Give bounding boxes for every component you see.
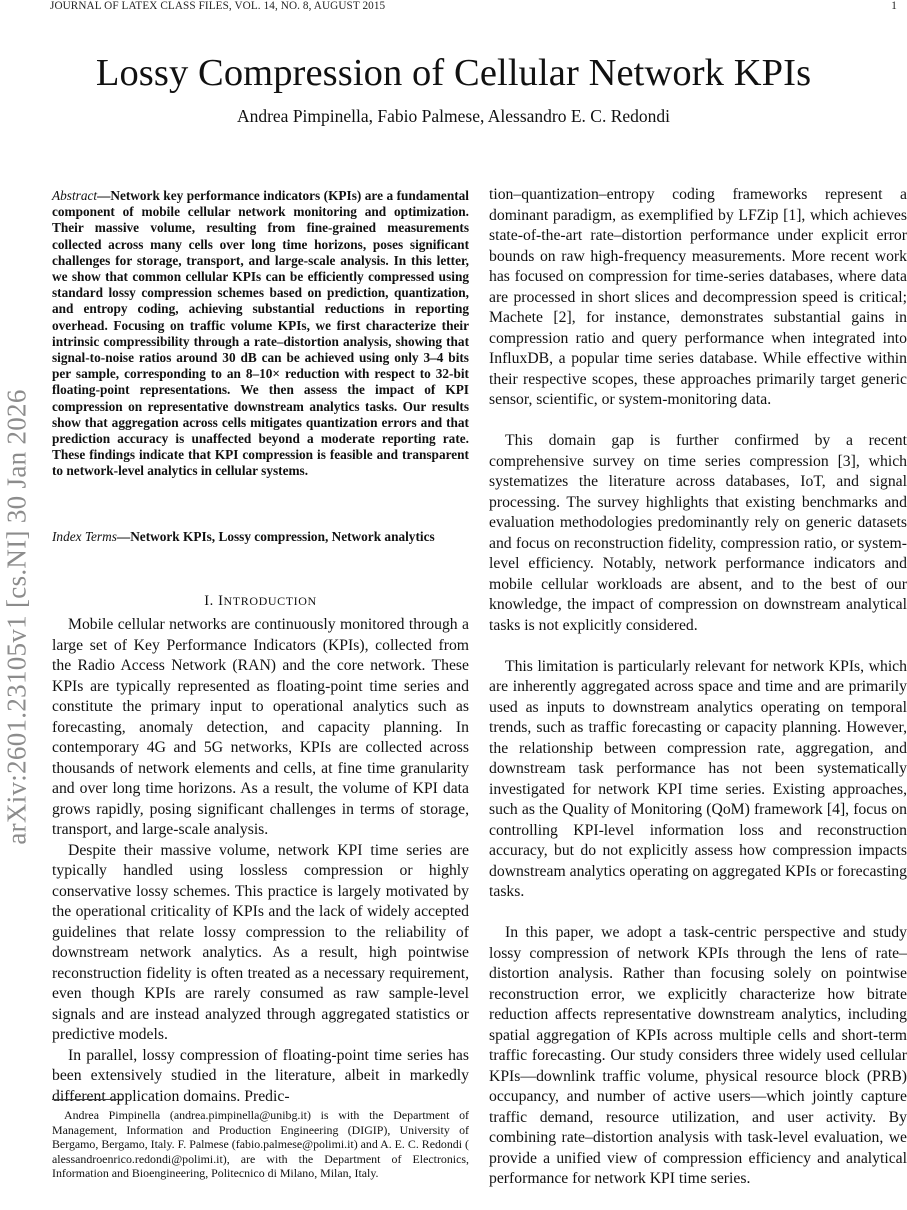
abstract-text: —Network key performance indicators (KPIs) are a fundamental component of mobile cellular network monitoring and optimization. Their massive volume, resulting from fine-grained measurements collected across many cells over long time horizons, poses significant challenges for storage, transport, and large-scale analysis. In this letter, we show that common cellular KPIs can be efficiently compressed using standard lossy compression schemes based on prediction, quantization, and entropy coding, achieving substantial reductions in reporting overhead. Focusing on traffic volume KPIs, we first characterize their intrinsic compressibility through a rate–distortion analysis, showing that signal-to-noise ratios around 30 dB can be achieved using only 3–4 bits per sample, corresponding to an 8–10× reduction with respect to 32-bit floating-point representations. We then assess the impact of KPI compression on representative downstream analytics tasks. Our results show that aggregation across cells mitigates quantization errors and that prediction accuracy is unaffected beyond a moderate reporting rate. These findings indicate that KPI compression is feasible and transparent to network-level analytics in cellular systems. bbox=[52, 188, 469, 479]
abstract bbox=[52, 188, 469, 480]
index-terms bbox=[52, 529, 469, 545]
paragraph: tion–quantization–entropy coding frameworks represent a dominant paradigm, as exemplified by LFZip [1], which achieves state-of-the-art rate–distortion performance under explicit error bounds on raw high-frequency measurements. More recent work has focused on compression for time-series databases, where data are processed in short slices and decompression speed is critical; Machete [2], for instance, demonstrates substantial gains in compression ratio and query performance when integrated into InfluxDB, a popular time series database. While effective within their respective scopes, these approaches primarily target generic sensor, scientific, or system-monitoring data. bbox=[489, 186, 907, 408]
paragraph: Mobile cellular networks are continuously monitored through a large set of Key Performance Indicators (KPIs), collected from the Radio Access Network (RAN) and the core network. These KPIs are typically represented as floating-point time series and constitute the primary input to operational analytics such as forecasting, anomaly detection, and capacity planning. In contemporary 4G and 5G networks, KPIs are collected across thousands of network elements and cells, at fine time granularity and over long time horizons. As a result, the volume of KPI data grows rapidly, posing significant challenges in terms of storage, transport, and large-scale analysis. bbox=[52, 616, 469, 838]
section-heading-introduction bbox=[52, 593, 469, 610]
running-header bbox=[50, 0, 897, 14]
section-title-rest: NTRODUCTION bbox=[223, 594, 317, 608]
footnote-text: Andrea Pimpinella (andrea.pimpinella@unibg.it) is with the Department of Management, Information and Production Engineering (DIGIP), University of Bergamo, Bergamo, Italy. F. Palmese (fabio.palmese@polimi.it) and A. E. C. Redondi ( alessandroenrico.redondi@polimi.it), are with the Department of Electronics, Information and Bioengineering, Politecnico di Milano, Milan, Italy. bbox=[52, 1108, 469, 1180]
paragraph: This domain gap is further confirmed by a recent comprehensive survey on time series compression [3], which systematizes the literature across databases, IoT, and signal processing. The survey highlights that existing benchmarks and evaluation methodologies predominantly rely on generic datasets and focus on reconstruction fidelity, compression ratio, or system-level efficiency. Notably, network performance indicators and mobile cellular workloads are absent, and to the best of our knowledge, the impact of compression on downstream analytical tasks is not explicitly considered. bbox=[489, 432, 907, 634]
paper-title: Lossy Compression of Cellular Network KPIs bbox=[95, 52, 812, 94]
index-terms-text: —Network KPIs, Lossy compression, Network analytics bbox=[116, 529, 435, 544]
footnote bbox=[52, 1108, 469, 1181]
journal-header: JOURNAL OF LATEX CLASS FILES, VOL. 14, NO. 8, AUGUST 2015 bbox=[50, 0, 386, 12]
paragraph: Despite their massive volume, network KPI time series are typically handled using lossless compression or highly conservative lossy schemes. This practice is largely motivated by the operational criticality of KPIs and the lack of widely accepted guidelines that relate lossy compression to the reliability of downstream network analytics. As a result, high pointwise reconstruction fidelity is often treated as a necessary requirement, even though KPIs are rarely consumed as raw sample-level signals and are instead analyzed through aggregated statistics or predictive models. bbox=[52, 841, 469, 1043]
section-numeral: I. bbox=[204, 593, 219, 609]
arxiv-sidebar bbox=[0, 332, 34, 902]
page-number: 1 bbox=[891, 0, 897, 12]
right-column-body bbox=[489, 185, 907, 1210]
paragraph: In this paper, we adopt a task-centric perspective and study lossy compression of network KPIs through the lens of rate–distortion analysis. Rather than focusing solely on pointwise reconstruction error, we explicitly characterize how bitrate reduction affects representative downstream analytics, including spatial aggregation of KPIs across multiple cells and short-term traffic forecasting. Our study considers three widely used cellular KPIs—downlink traffic volume, physical resource block (PRB) occupancy, and number of active users—which jointly capture traffic demand, resource utilization, and user activity. By combining rate–distortion analysis with task-level evaluation, we provide a unified view of compression efficiency and analytical performance for network KPI time series. bbox=[489, 924, 907, 1187]
author-list: Andrea Pimpinella, Fabio Palmese, Alessandro E. C. Redondi bbox=[236, 106, 671, 126]
abstract-label: Abstract bbox=[52, 188, 98, 203]
paragraph: This limitation is particularly relevant for network KPIs, which are inherently aggregated across space and time and are primarily used as inputs to downstream analytics operating on temporal trends, such as traffic forecasting or capacity planning. However, the relationship between compression rate, aggregation, and downstream task performance has not been systematically investigated for network KPI time series. Existing approaches, such as the Quality of Monitoring (QoM) framework [4], focus on controlling KPI-level information loss and reconstruction accuracy, but do not explicitly assess how compression impacts downstream analytics operating on aggregated KPIs or forecasting tasks. bbox=[489, 657, 907, 900]
left-column-body bbox=[52, 615, 469, 1107]
paragraph: In parallel, lossy compression of floating-point time series has been extensively studied in the literature, albeit in markedly different application domains. Predic- bbox=[52, 1046, 469, 1105]
index-terms-label: Index Terms bbox=[52, 529, 117, 544]
section-title-initial: I bbox=[218, 593, 224, 609]
footnote-rule bbox=[52, 1099, 122, 1100]
arxiv-identifier: arXiv:2601.23105v1 [cs.NI] 30 Jan 2026 bbox=[1, 389, 32, 845]
